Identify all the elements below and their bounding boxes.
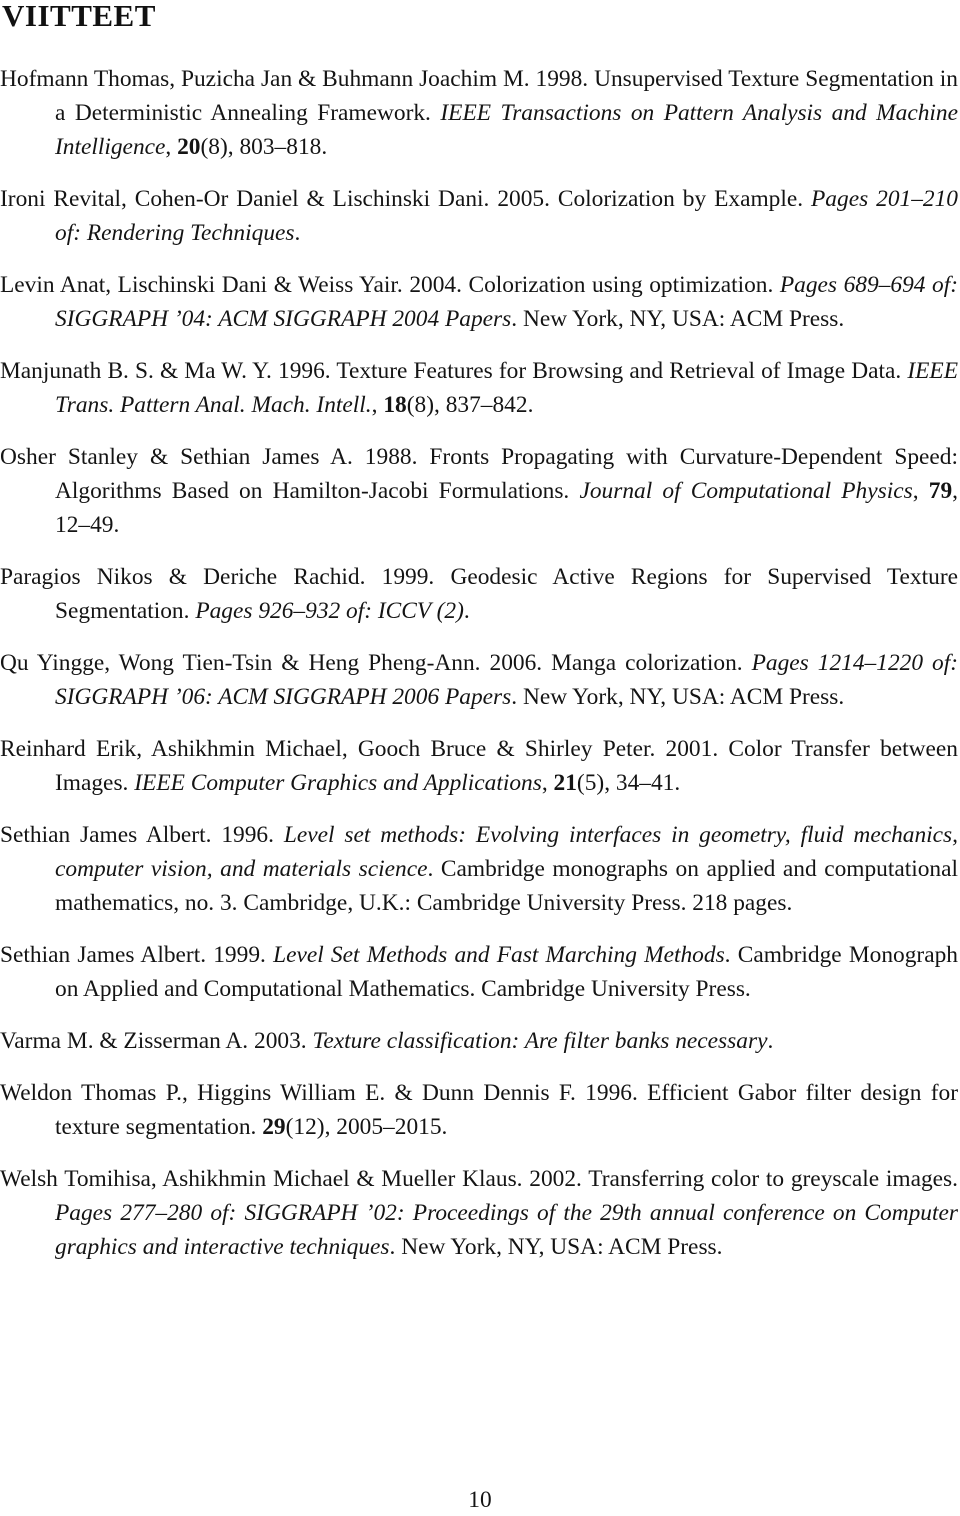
reference-title-italic: Pages 1214–1220 of: SIGGRAPH ’06: ACM SIGGRAPH 2006 Papers [55,650,959,710]
reference-text: Weldon Thomas P., Higgins William E. & Dunn Dennis F. 1996. Efficient Gabor filter design for texture segmentation. [0,1080,958,1140]
page-number: 10 [468,1487,492,1513]
reference-entry [0,268,958,336]
reference-entry [0,560,958,628]
reference-volume: 20 [177,134,201,160]
reference-text: Osher Stanley & Sethian James A. 1988. Fronts Propagating with Curvature-Dependent Speed: Algorithms Based on Hamilton-Jacobi Formulations. [0,444,958,504]
reference-text: Reinhard Erik, Ashikhmin Michael, Gooch Bruce & Shirley Peter. 2001. Color Transfer between Images. [0,736,958,796]
reference-entry [0,938,958,1006]
reference-title-italic: Journal of Computational Physics [579,478,913,504]
reference-title-italic: IEEE Trans. Pattern Anal. Mach. Intell. [55,358,958,418]
reference-text: Ironi Revital, Cohen-Or Daniel & Lischinski Dani. 2005. Colorization by Example. [0,186,812,212]
reference-title-italic: IEEE Transactions on Pattern Analysis and Machine Intelligence [55,100,958,160]
reference-text: Paragios Nikos & Deriche Rachid. 1999. Geodesic Active Regions for Supervised Texture Segmentation. [0,564,958,624]
reference-text: , [165,134,178,160]
reference-entry [0,1162,958,1264]
reference-entry [0,732,958,800]
reference-volume: 79 [928,478,953,504]
reference-text: , [912,478,929,504]
reference-entry [0,62,958,164]
reference-text: . Cambridge monographs on applied and computational mathematics, no. 3. Cambridge, U.K.: Cambridge University Press. 218 pages. [55,856,959,916]
reference-text: Qu Yingge, Wong Tien-Tsin & Heng Pheng-Ann. 2006. Manga colorization. [0,650,752,676]
reference-text: . New York, NY, USA: ACM Press. [511,684,845,710]
reference-volume: 29 [262,1114,286,1140]
reference-text: , 12–49. [55,478,958,538]
reference-title-italic: Texture classification: Are filter banks necessary [312,1028,768,1054]
section-heading: VIITTEET [2,0,156,33]
reference-entry [0,646,958,714]
reference-volume: 21 [553,770,577,796]
reference-text: Sethian James Albert. 1999. [0,942,274,968]
reference-text: , [541,770,554,796]
reference-text: Sethian James Albert. 1996. [0,822,284,848]
reference-entry [0,1024,958,1058]
reference-title-italic: Level set methods: Evolving interfaces in geometry, fluid mechanics, computer vision, and materials science [55,822,958,882]
reference-title-italic: Pages 277–280 of: SIGGRAPH ’02: Proceedings of the 29th annual conference on Computer graphics and interactive techniques [55,1200,958,1260]
reference-list [0,62,958,1282]
reference-text: (5), 34–41. [576,770,681,796]
reference-text: . [767,1028,774,1054]
reference-title-italic: IEEE Computer Graphics and Applications [134,770,542,796]
reference-entry [0,182,958,250]
reference-text: . New York, NY, USA: ACM Press. [389,1234,723,1260]
reference-text: . New York, NY, USA: ACM Press. [511,306,845,332]
reference-title-italic: Pages 926–932 of: ICCV (2) [195,598,464,624]
reference-text: (8), 837–842. [406,392,534,418]
reference-title-italic: Level Set Methods and Fast Marching Methods [273,942,725,968]
reference-text: Manjunath B. S. & Ma W. Y. 1996. Texture Features for Browsing and Retrieval of Image Data. [0,358,908,384]
reference-text: , [371,392,384,418]
reference-text: Hofmann Thomas, Puzicha Jan & Buhmann Joachim M. 1998. Unsupervised Texture Segmentation in a Deterministic Annealing Framework. [0,66,958,126]
reference-entry [0,1076,958,1144]
reference-text: . [463,598,470,624]
reference-text: (12), 2005–2015. [285,1114,448,1140]
reference-text: (8), 803–818. [200,134,328,160]
reference-entry [0,440,958,542]
reference-text: Welsh Tomihisa, Ashikhmin Michael & Mueller Klaus. 2002. Transferring color to greyscale images. [0,1166,958,1192]
reference-entry [0,354,958,422]
reference-text: . [294,220,301,246]
reference-volume: 18 [383,392,407,418]
reference-text: . Cambridge Monograph on Applied and Computational Mathematics. Cambridge University Press. [55,942,958,1002]
reference-text: Levin Anat, Lischinski Dani & Weiss Yair. 2004. Colorization using optimization. [0,272,780,298]
reference-entry [0,818,958,920]
reference-title-italic: Pages 201–210 of: Rendering Techniques [55,186,958,246]
reference-title-italic: Pages 689–694 of: SIGGRAPH ’04: ACM SIGGRAPH 2004 Papers [55,272,958,332]
reference-text: Varma M. & Zisserman A. 2003. [0,1028,313,1054]
